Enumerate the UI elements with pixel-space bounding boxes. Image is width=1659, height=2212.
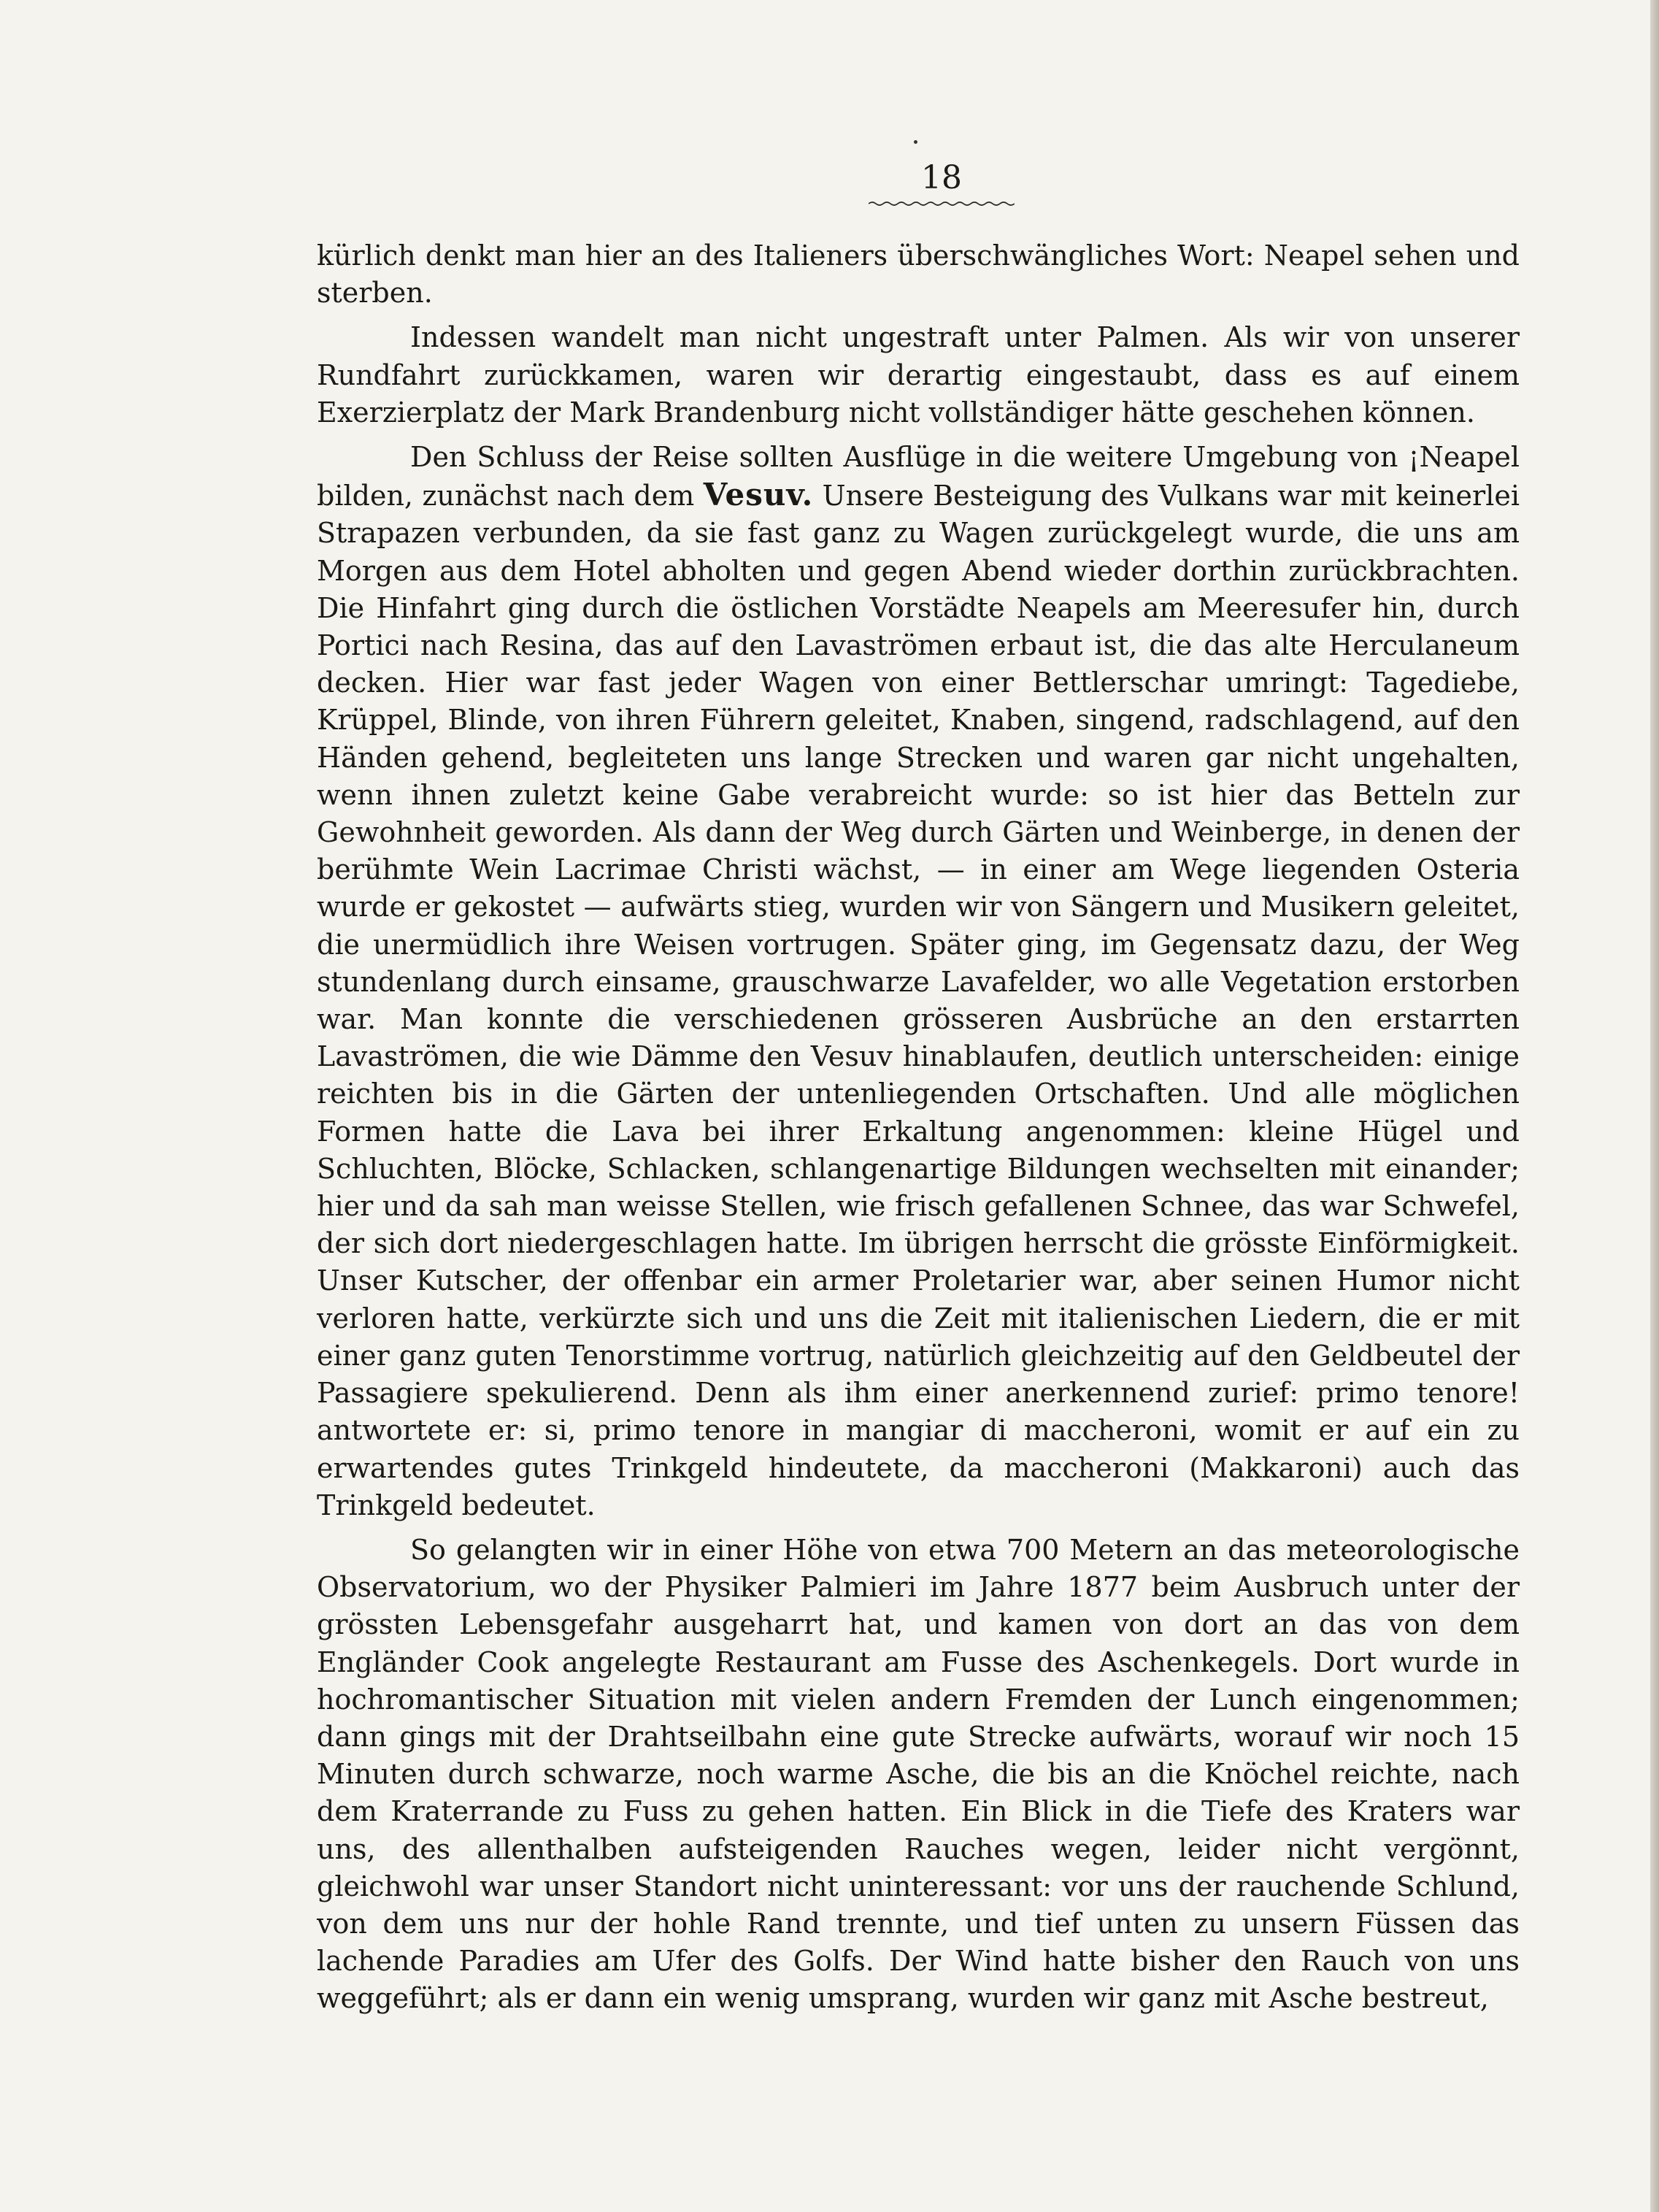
page-header [861,159,1022,207]
paragraph: Indessen wandelt man nicht ungestraft unter Palmen. Als wir von unserer Rundfahrt zurückkamen, waren wir derartig eingestaubt, dass es auf einem Exerzierplatz der Mark Brandenburg nicht vollständiger hätte geschehen können. [317,321,1520,429]
emphasized-word: Vesuv. [703,477,814,513]
wavy-rule-ornament [869,201,1015,207]
paragraph: So gelangten wir in einer Höhe von etwa 700 Metern an das meteorologische Observatorium, wo der Physiker Palmieri im Jahre 1877 beim Ausbruch unter der grössten Lebensgefahr ausgeharrt hat, und kamen von dort an das von dem Engländer Cook angelegte Restaurant am Fusse des Aschenkegels. Dort wurde in hochromantischer Situation mit vielen andern Fremden der Lunch eingenommen; dann gings mit der Drahtseilbahn eine gute Strecke aufwärts, worauf wir noch 15 Minuten durch schwarze, noch warme Asche, die bis an die Knöchel reichte, nach dem Kraterrande zu Fuss zu gehen hatten. Ein Blick in die Tiefe des Kraters war uns, des allenthalben aufsteigenden Rauches wegen, leider nicht vergönnt, gleichwohl war unser Standort nicht uninteressant: vor uns der rauchende Schlund, von dem uns nur der hohle Rand trennte, und tief unten zu unsern Füssen das lachende Paradies am Ufer des Golfs. Der Wind hatte bisher den Rauch von uns weggeführt; als er dann ein wenig umsprang, wurden wir ganz mit Asche bestreut, [317,1533,1520,2015]
paragraph [317,439,1520,1524]
page-number: 18 [921,159,962,196]
print-speck [914,140,917,144]
page-edge [1650,0,1659,2212]
body-text [317,237,1520,2018]
paragraph-text: Den Schluss der Reise sollten Ausflüge in die weitere Umgebung von ¡Neapel bilden, zunächst nach dem [317,441,1520,512]
paragraph-text: Unsere Besteigung des Vulkans war mit keinerlei Strapazen verbunden, da sie fast ganz zu Wagen zurückgelegt wurde, die uns am Morgen aus dem Hotel abholten und gegen Abend wieder dorthin zurückbrachten. Die Hinfahrt ging durch die östlichen Vorstädte Neapels am Meeresufer hin, durch Portici nach Resina, das auf den Lavaströmen erbaut ist, die das alte Herculaneum decken. Hier war fast jeder Wagen von einer Bettlerschar umringt: Tagediebe, Krüppel, Blinde, von ihren Führern geleitet, Knaben, singend, radschlagend, auf den Händen gehend, begleiteten uns lange Strecken und waren gar nicht ungehalten, wenn ihnen zuletzt keine Gabe verabreicht wurde: so ist hier das Betteln zur Gewohnheit geworden. Als dann der Weg durch Gärten und Weinberge, in denen der berühmte Wein Lacrimae Christi wächst, — in einer am Wege liegenden Osteria wurde er gekostet — aufwärts stieg, wurden wir von Sängern und Musikern geleitet, die unermüdlich ihre Weisen vortrugen. Später ging, im Gegensatz dazu, der Weg stundenlang durch einsame, grauschwarze Lavafelder, wo alle Vegetation erstorben war. Man konnte die verschiedenen grösseren Ausbrüche an den erstarrten Lavaströmen, die wie Dämme den Vesuv hinablaufen, deutlich unterscheiden: einige reichten bis in die Gärten der untenliegenden Ortschaften. Und alle möglichen Formen hatte die Lava bei ihrer Erkaltung angenommen: kleine Hügel und Schluchten, Blöcke, Schlacken, schlangenartige Bildungen wechselten mit einander; hier und da sah man weisse Stellen, wie frisch gefallenen Schnee, das war Schwefel, der sich dort niedergeschlagen hatte. Im übrigen herrscht die grösste Einförmigkeit. Unser Kutscher, der offenbar ein armer Proletarier war, aber seinen Humor nicht verloren hatte, verkürzte sich und uns die Zeit mit italienischen Liedern, die er mit einer ganz guten Tenorstimme vortrug, natürlich gleichzeitig auf den Geldbeutel der Passagiere spekulierend. Denn als ihm einer anerkennend zurief: primo tenore! antwortete er: si, primo tenore in mangiar di maccheroni, womit er auf ein zu erwartendes gutes Trinkgeld hindeutete, da maccheroni (Makkaroni) auch das Trinkgeld bedeutet. [317,480,1520,1521]
paragraph: kürlich denkt man hier an des Italieners überschwängliches Wort: Neapel sehen und sterben. [317,239,1520,310]
